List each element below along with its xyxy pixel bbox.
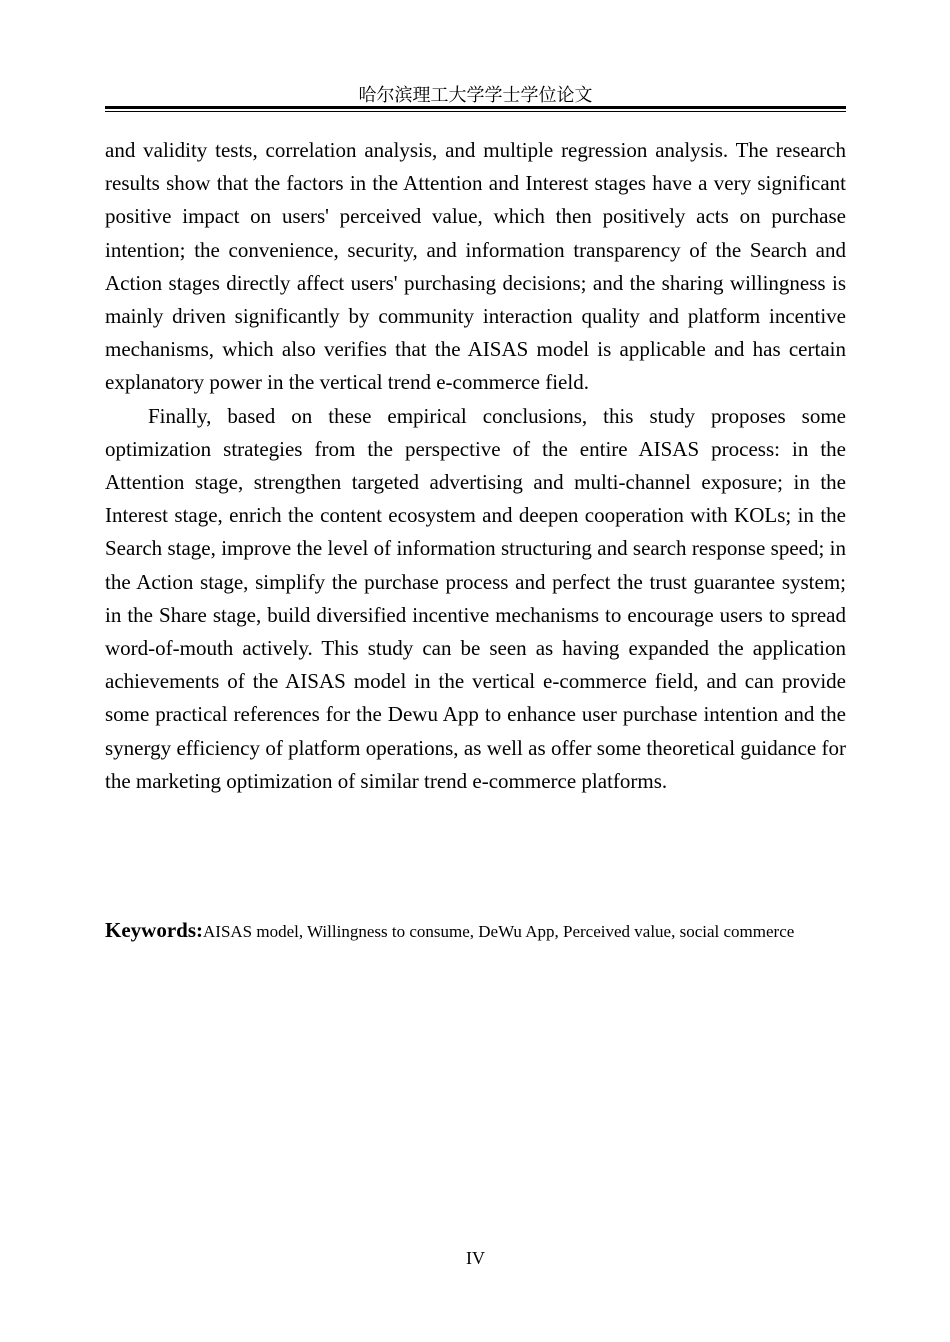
running-header: 哈尔滨理工大学学士学位论文 — [358, 85, 593, 105]
keywords-list: AISAS model, Willingness to consume, DeWu App, Perceived value, social commerce — [203, 922, 795, 941]
paragraph-continued: and validity tests, correlation analysis, and multiple regression analysis. The research results show that the factors in the Attention and Interest stages have a very significant positive impact on users' perceived value, which then positively acts on purchase intention; the convenience, security, and information transparency of the Search and Action stages directly affect users' purchasing decisions; and the sharing willingness is mainly driven significantly by community interaction quality and platform incentive mechanisms, which also verifies that the AISAS model is applicable and has certain explanatory power in the vertical trend e-commerce field. — [105, 138, 846, 395]
header-rule-thin — [105, 111, 846, 112]
keywords-section — [105, 913, 846, 949]
abstract-body — [105, 134, 846, 798]
header-rule-thick — [105, 106, 846, 109]
page-number: IV — [466, 1248, 485, 1268]
paragraph-conclusion: Finally, based on these empirical conclusions, this study proposes some optimization strategies from the perspective of the entire AISAS process: in the Attention stage, strengthen targeted advertising and multi-channel exposure; in the Interest stage, enrich the content ecosystem and deepen cooperation with KOLs; in the Search stage, improve the level of information structuring and search response speed; in the Action stage, simplify the purchase process and perfect the trust guarantee system; in the Share stage, build diversified incentive mechanisms to encourage users to spread word-of-mouth actively. This study can be seen as having expanded the application achievements of the AISAS model in the vertical e-commerce field, and can provide some practical references for the Dewu App to enhance user purchase intention and the synergy efficiency of platform operations, as well as offer some theoretical guidance for the marketing optimization of similar trend e-commerce platforms. — [105, 403, 846, 793]
keywords-label: Keywords: — [105, 918, 203, 942]
